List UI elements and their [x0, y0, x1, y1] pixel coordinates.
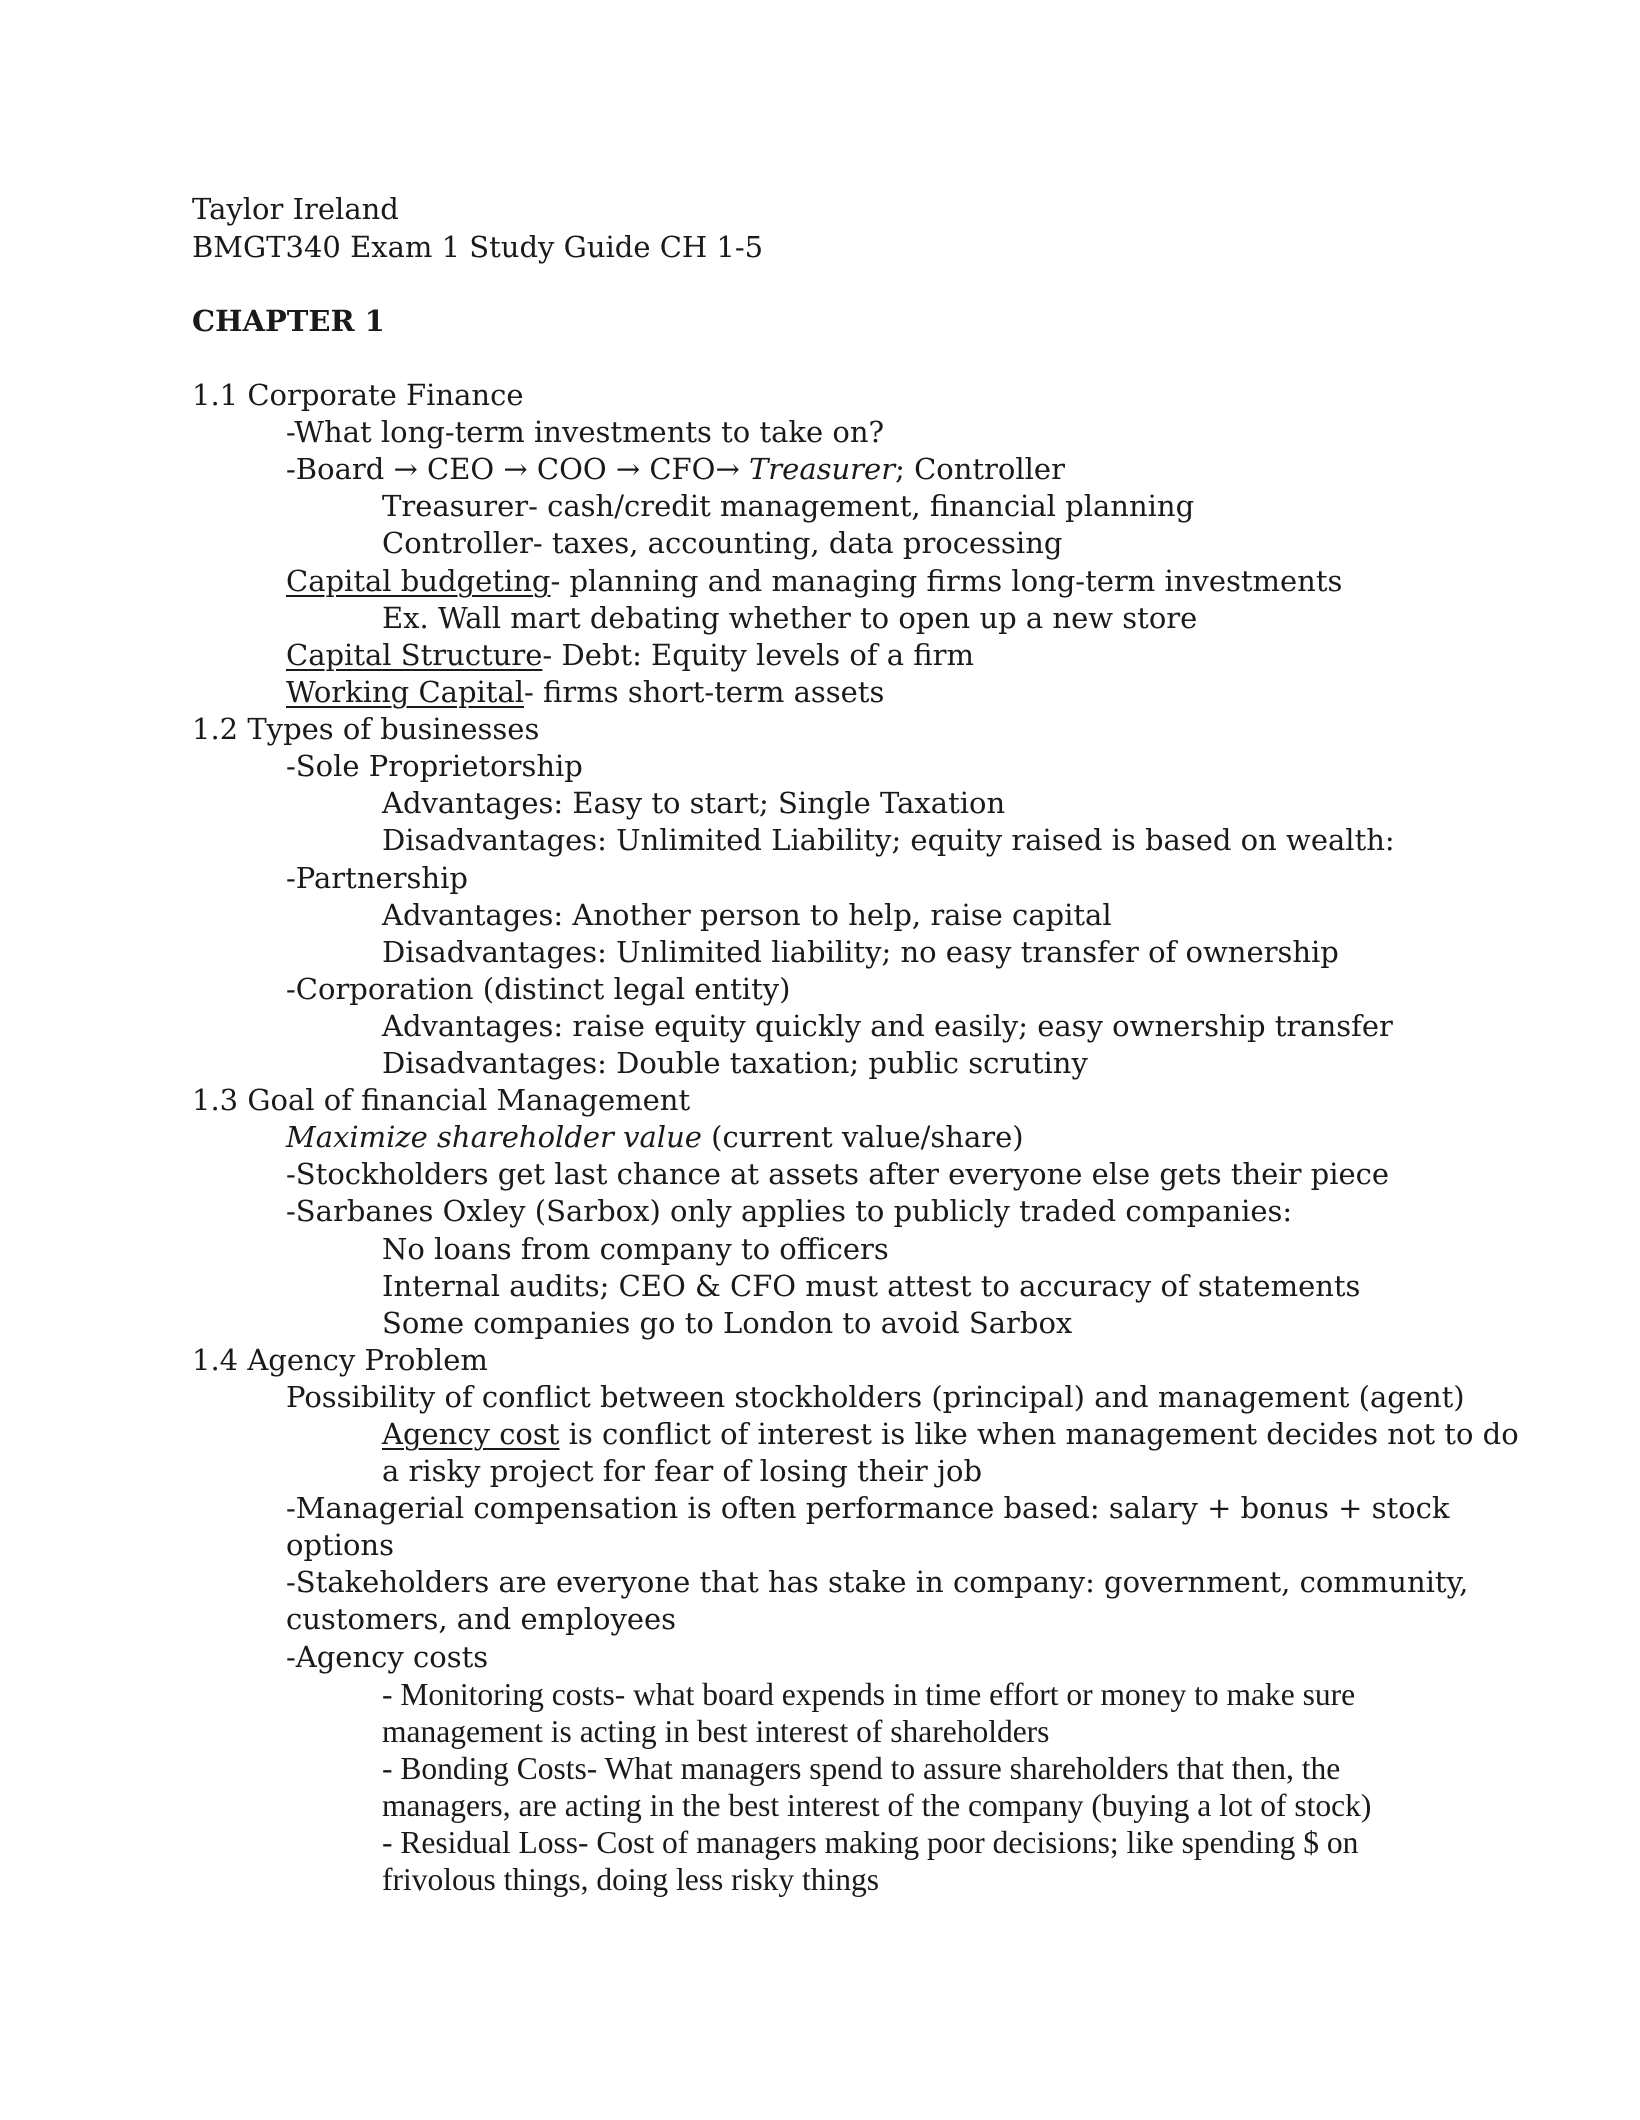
capital-budgeting-example: Ex. Wall mart debating whether to open up a new store: [382, 601, 1198, 635]
section-heading-1-3: 1.3 Goal of financial Management: [192, 1083, 691, 1117]
partnership-advantages: Advantages: Another person to help, raise capital: [382, 898, 1112, 932]
org-chain-text: -Board → CEO → COO → CFO→: [286, 452, 749, 486]
agency-cost-item: [382, 1416, 1519, 1453]
chapter-heading: CHAPTER 1: [192, 304, 385, 338]
partnership-disadvantages: Disadvantages: Unlimited liability; no easy transfer of ownership: [382, 935, 1339, 969]
bonding-costs-line-1: - Bonding Costs- What managers spend to assure shareholders that then, the: [382, 1751, 1341, 1786]
working-capital-item: [286, 674, 884, 711]
section-heading-1-4: 1.4 Agency Problem: [192, 1343, 488, 1377]
org-chain-treasurer: Treasurer: [748, 452, 896, 486]
partnership: -Partnership: [286, 861, 468, 895]
bonding-costs-line-2: managers, are acting in the best interest of the company (buying a lot of stock): [382, 1788, 1372, 1823]
agency-cost-term: Agency cost: [382, 1417, 560, 1451]
sole-proprietorship: -Sole Proprietorship: [286, 749, 583, 783]
controller-definition: Controller- taxes, accounting, data processing: [382, 526, 1063, 560]
section-heading-1-1: 1.1 Corporate Finance: [192, 378, 524, 412]
capital-structure-term: Capital Structure: [286, 638, 543, 672]
agency-cost-def-cont: a risky project for fear of losing their job: [382, 1454, 983, 1488]
sarbox-item-1: No loans from company to officers: [382, 1232, 889, 1266]
agency-possibility: Possibility of conflict between stockholders (principal) and management (agent): [286, 1380, 1465, 1414]
working-capital-term: Working Capital: [286, 675, 525, 709]
compensation-line-1: -Managerial compensation is often performance based: salary + bonus + stock: [286, 1491, 1450, 1525]
treasurer-definition: Treasurer- cash/credit management, financial planning: [382, 489, 1195, 523]
residual-loss-line-2: frivolous things, doing less risky things: [382, 1862, 880, 1897]
document-title: BMGT340 Exam 1 Study Guide CH 1-5: [192, 230, 764, 264]
agency-cost-def: is conflict of interest is like when management decides not to do: [559, 1417, 1519, 1451]
capital-structure-def: - Debt: Equity levels of a firm: [542, 638, 974, 672]
bullet-long-term-investments: -What long-term investments to take on?: [286, 415, 885, 449]
capital-budgeting-item: [286, 563, 1342, 600]
stockholders-note: -Stockholders get last chance at assets after everyone else gets their piece: [286, 1157, 1390, 1191]
goal-rest: (current value/share): [701, 1120, 1024, 1154]
monitoring-costs-line-2: management is acting in best interest of shareholders: [382, 1714, 1050, 1749]
sole-advantages: Advantages: Easy to start; Single Taxation: [382, 786, 1006, 820]
stakeholders-line-1: -Stakeholders are everyone that has stake in company: government, community,: [286, 1565, 1469, 1599]
agency-costs-heading: -Agency costs: [286, 1640, 489, 1674]
sarbox-note: -Sarbanes Oxley (Sarbox) only applies to publicly traded companies:: [286, 1194, 1293, 1228]
sole-disadvantages: Disadvantages: Unlimited Liability; equity raised is based on wealth:: [382, 823, 1395, 857]
corporation-disadvantages: Disadvantages: Double taxation; public scrutiny: [382, 1046, 1088, 1080]
working-capital-def: - firms short-term assets: [524, 675, 885, 709]
corporation: -Corporation (distinct legal entity): [286, 972, 791, 1006]
bullet-org-chain: [286, 451, 1065, 488]
residual-loss-line-1: - Residual Loss- Cost of managers making poor decisions; like spending $ on: [382, 1825, 1359, 1860]
corporation-advantages: Advantages: raise equity quickly and easily; easy ownership transfer: [382, 1009, 1393, 1043]
goal-statement: [286, 1119, 1024, 1156]
monitoring-costs-line-1: - Monitoring costs- what board expends in time effort or money to make sure: [382, 1677, 1356, 1712]
capital-budgeting-term: Capital budgeting: [286, 564, 551, 598]
sarbox-item-2: Internal audits; CEO & CFO must attest to accuracy of statements: [382, 1269, 1361, 1303]
author-name: Taylor Ireland: [192, 192, 399, 226]
compensation-line-2: options: [286, 1528, 394, 1562]
org-chain-suffix: ; Controller: [895, 452, 1065, 486]
stakeholders-line-2: customers, and employees: [286, 1602, 677, 1636]
capital-budgeting-def: - planning and managing firms long-term investments: [550, 564, 1343, 598]
goal-italic: Maximize shareholder value: [286, 1120, 702, 1154]
sarbox-item-3: Some companies go to London to avoid Sarbox: [382, 1306, 1073, 1340]
capital-structure-item: [286, 637, 974, 674]
section-heading-1-2: 1.2 Types of businesses: [192, 712, 540, 746]
